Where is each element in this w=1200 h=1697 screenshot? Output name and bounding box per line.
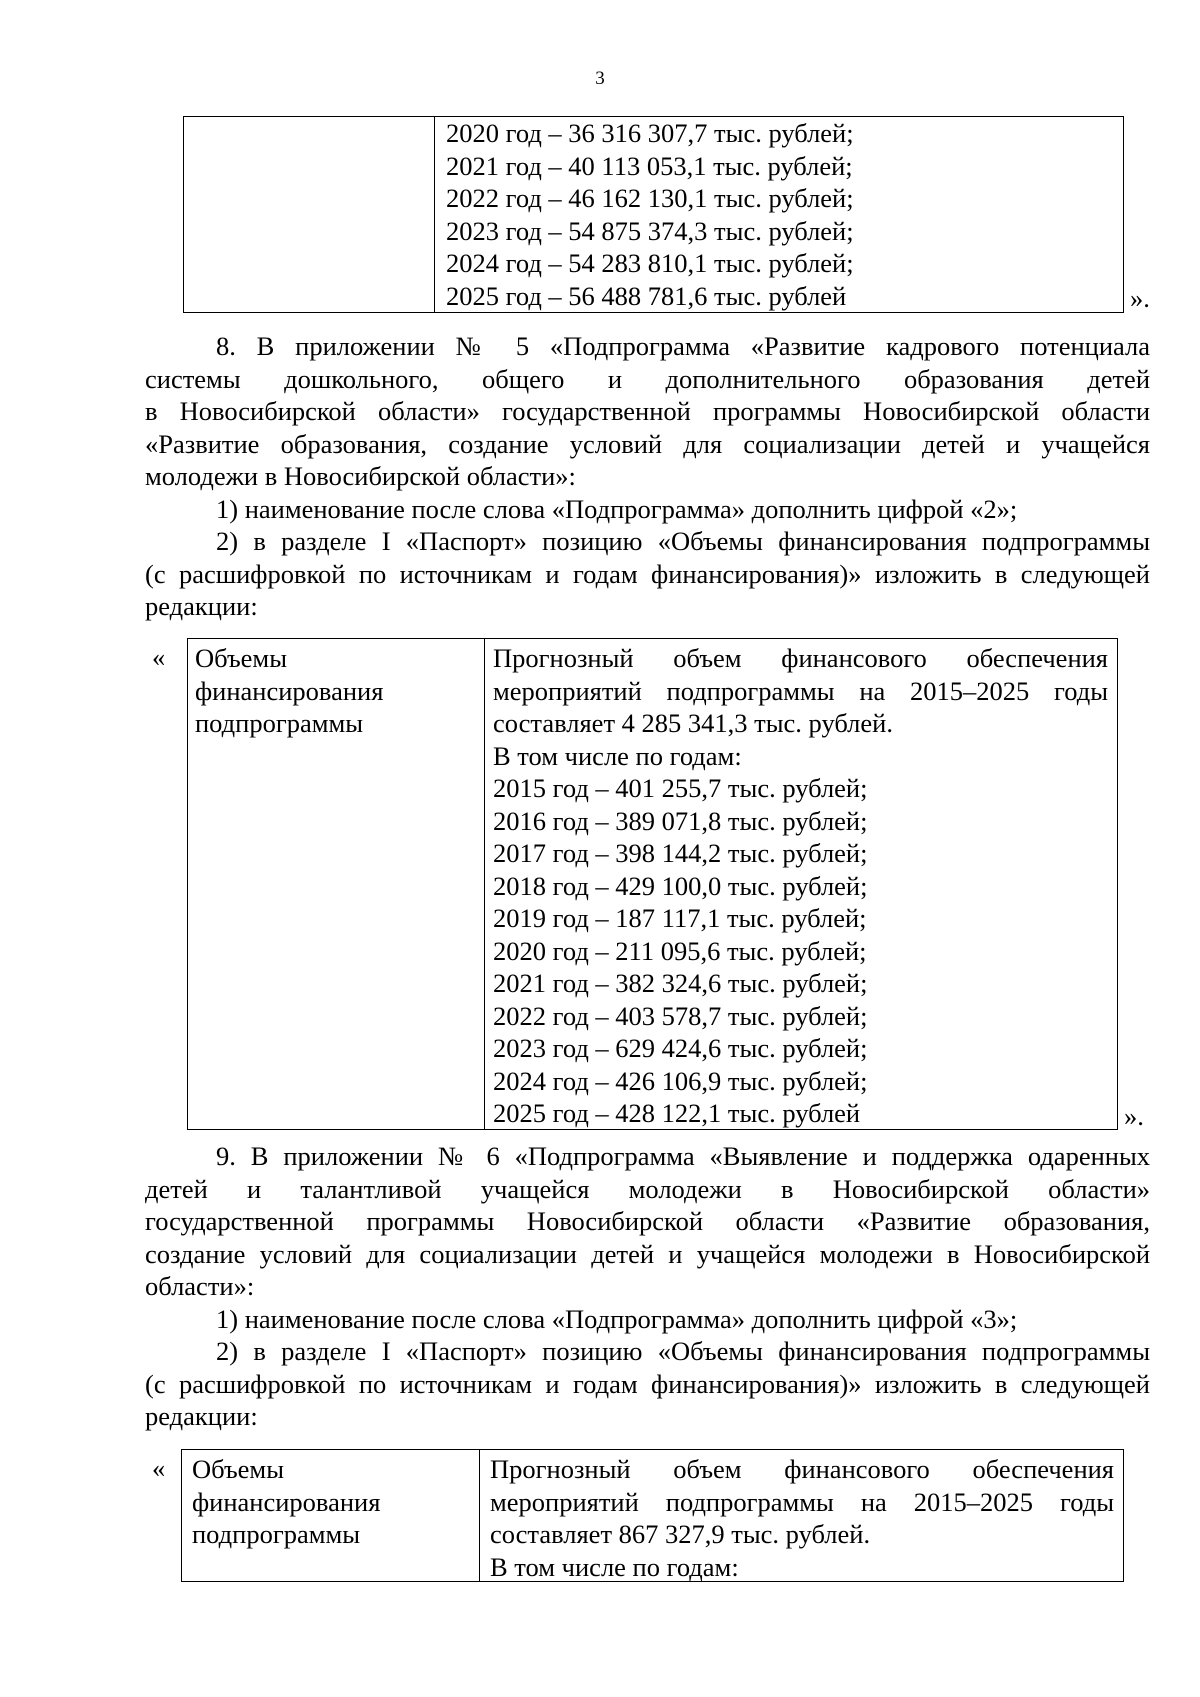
year-line: 2022 год – 403 578,7 тыс. рублей;: [493, 1000, 868, 1031]
left-cell-line: финансирования: [192, 1486, 381, 1517]
intro-line: мероприятий подпрограммы на 2015–2025 годы: [490, 1486, 1114, 1517]
left-cell-line: подпрограммы: [195, 708, 364, 738]
year-line: 2025 год – 56 488 781,6 тыс. рублей: [446, 280, 847, 311]
paragraph-line: создание условий для социализации детей и учащейся молодежи в Новосибирской: [145, 1238, 1150, 1269]
table-left-cell: [192, 1453, 380, 1551]
intro-line: Прогнозный объем финансового обеспечения: [493, 643, 1108, 673]
year-line: 2017 год – 398 144,2 тыс. рублей;: [493, 838, 868, 868]
table-top: [183, 116, 1124, 313]
paragraph-line: молодежи в Новосибирской области»:: [145, 461, 576, 491]
list-item: 1) наименование после слова «Подпрограмма» дополнить цифрой «3»;: [216, 1303, 1018, 1334]
year-line: 2024 год – 54 283 810,1 тыс. рублей;: [446, 248, 854, 278]
left-cell-line: финансирования: [195, 675, 384, 706]
left-cell-line: Объемы: [195, 643, 287, 673]
table-right-cell: [490, 1453, 1114, 1583]
paragraph-line: «Развитие образования, создание условий для социализации детей и учащейся: [145, 428, 1150, 459]
table-divider: [484, 639, 485, 1129]
paragraph-line: 9. В приложении № 6 «Подпрограмма «Выявление и поддержка одаренных: [216, 1141, 1150, 1171]
paragraph-line: области»:: [145, 1271, 255, 1301]
close-quote: ».: [1124, 1101, 1144, 1131]
year-line: 2020 год – 36 316 307,7 тыс. рублей;: [446, 118, 854, 148]
year-line: 2024 год – 426 106,9 тыс. рублей;: [493, 1065, 868, 1096]
list-item: 1) наименование после слова «Подпрограмма» дополнить цифрой «2»;: [216, 493, 1018, 524]
year-line: 2020 год – 211 095,6 тыс. рублей;: [493, 935, 867, 966]
year-line: 2022 год – 46 162 130,1 тыс. рублей;: [446, 183, 854, 213]
year-line: 2023 год – 629 424,6 тыс. рублей;: [493, 1033, 868, 1063]
table-divider: [434, 117, 435, 312]
paragraph-line: государственной программы Новосибирской области «Развитие образования,: [145, 1206, 1150, 1236]
intro-line: мероприятий подпрограммы на 2015–2025 годы: [493, 675, 1108, 706]
table-right-cell: [493, 642, 1108, 1130]
year-line: 2021 год – 40 113 053,1 тыс. рублей;: [446, 150, 853, 181]
table-left-cell: [195, 642, 383, 740]
section-9: [145, 1140, 1150, 1433]
year-line: В том числе по годам:: [493, 740, 742, 771]
table-top-right-cell: [446, 117, 854, 312]
intro-line: составляет 4 285 341,3 тыс. рублей.: [493, 708, 893, 738]
intro-line: составляет 867 327,9 тыс. рублей.: [490, 1519, 871, 1549]
table-divider: [479, 1450, 480, 1581]
intro-line: Прогнозный объем финансового обеспечения: [490, 1454, 1114, 1484]
paragraph-line: (с расшифровкой по источникам и годам финансирования)» изложить в следующей: [145, 1368, 1150, 1399]
year-line: 2023 год – 54 875 374,3 тыс. рублей;: [446, 215, 854, 246]
paragraph-line: 8. В приложении № 5 «Подпрограмма «Развитие кадрового потенциала: [216, 331, 1150, 361]
paragraph-line: (с расшифровкой по источникам и годам финансирования)» изложить в следующей: [145, 558, 1150, 589]
close-quote: ».: [1130, 283, 1150, 313]
list-item: 2) в разделе I «Паспорт» позицию «Объемы финансирования подпрограммы: [216, 526, 1150, 556]
year-line: 2016 год – 389 071,8 тыс. рублей;: [493, 805, 868, 836]
year-line: 2025 год – 428 122,1 тыс. рублей: [493, 1098, 861, 1128]
year-line: 2015 год – 401 255,7 тыс. рублей;: [493, 773, 868, 803]
year-line: В том числе по годам:: [490, 1551, 739, 1582]
paragraph-line: редакции:: [145, 1401, 258, 1431]
open-quote: «: [152, 1453, 166, 1483]
left-cell-line: подпрограммы: [192, 1519, 361, 1549]
paragraph-line: в Новосибирской области» государственной программы Новосибирской области: [145, 396, 1150, 426]
section-8: [145, 330, 1150, 623]
paragraph-line: системы дошкольного, общего и дополнительного образования детей: [145, 363, 1150, 394]
paragraph-line: редакции:: [145, 591, 258, 621]
year-line: 2021 год – 382 324,6 тыс. рублей;: [493, 968, 868, 998]
paragraph-line: детей и талантливой учащейся молодежи в Новосибирской области»: [145, 1173, 1150, 1204]
table-financing-3: [181, 1449, 1124, 1582]
left-cell-line: Объемы: [192, 1454, 284, 1484]
list-item: 2) в разделе I «Паспорт» позицию «Объемы финансирования подпрограммы: [216, 1336, 1150, 1366]
page-number: 3: [595, 68, 605, 89]
open-quote: «: [152, 642, 166, 672]
year-line: 2018 год – 429 100,0 тыс. рублей;: [493, 870, 868, 901]
year-line: 2019 год – 187 117,1 тыс. рублей;: [493, 903, 867, 933]
table-financing-2: [187, 638, 1118, 1130]
